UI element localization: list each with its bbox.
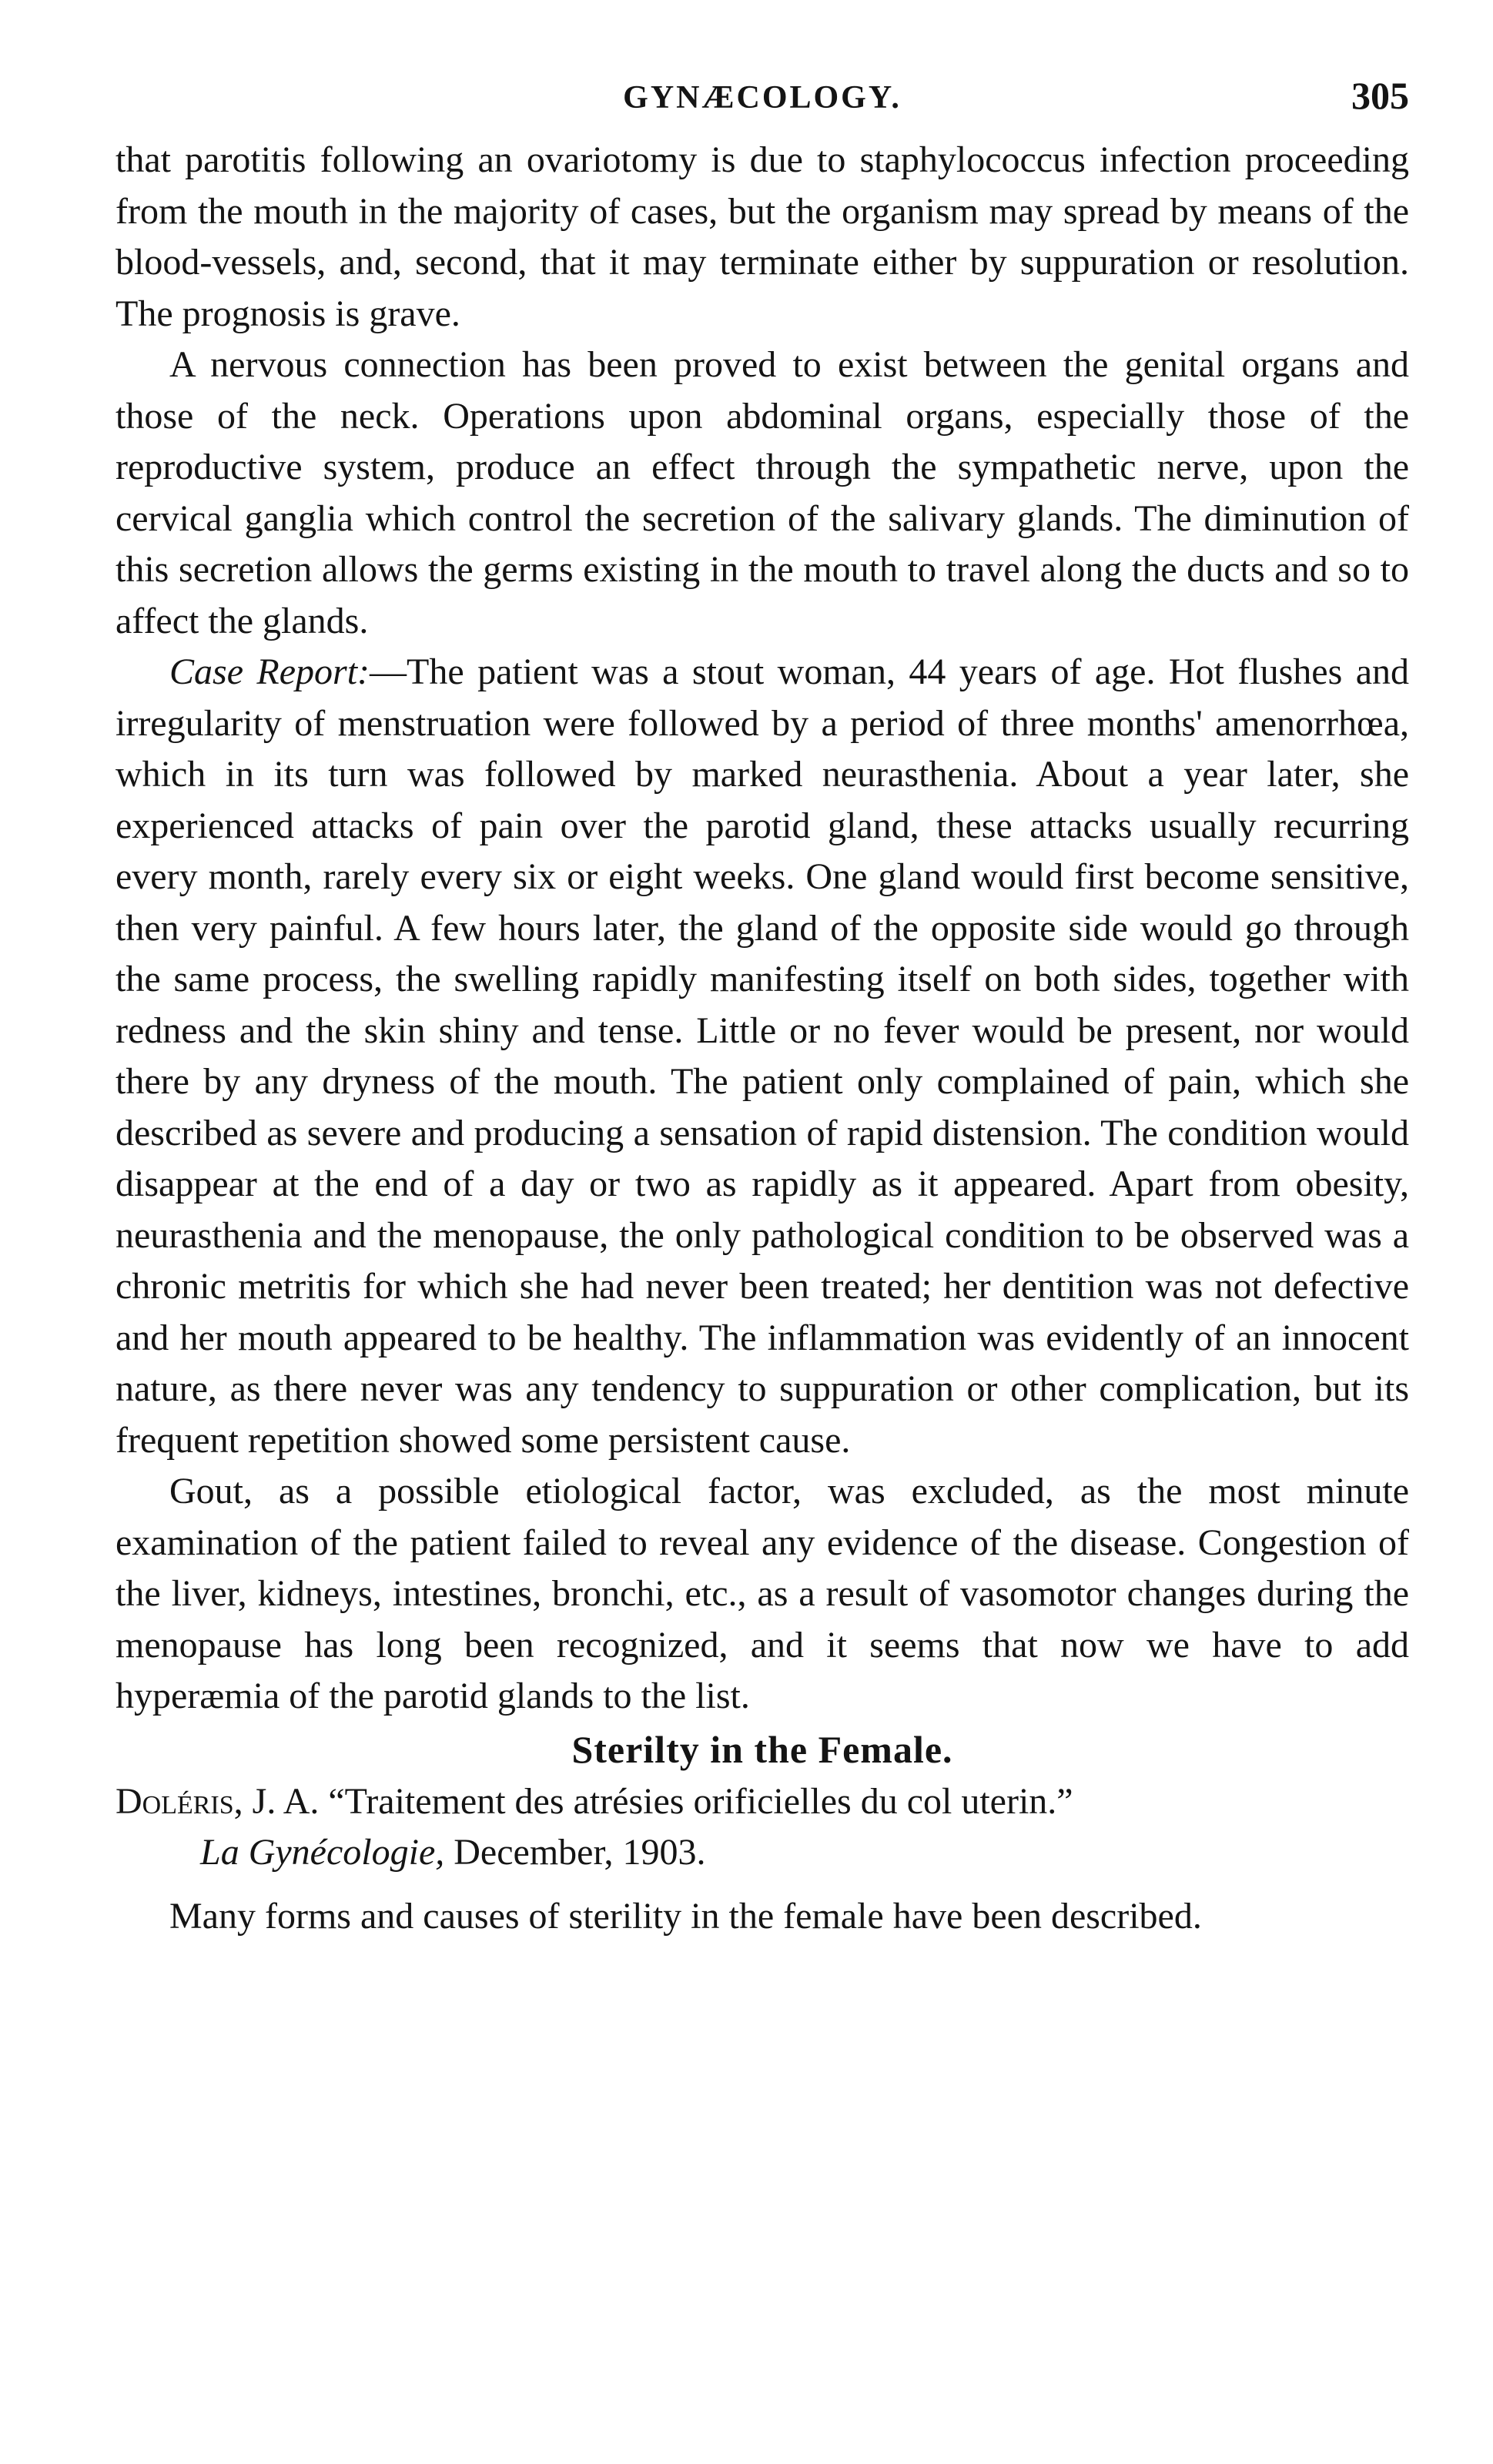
spacer (115, 1879, 1409, 1891)
citation-journal-line (115, 1827, 1409, 1879)
section-heading: Sterilty in the Female. (571, 1727, 953, 1771)
citation (115, 1776, 1409, 1828)
paragraph-sterility: Many forms and causes of sterility in the female have been described. (169, 1895, 1202, 1937)
book-page (115, 73, 1409, 2422)
case-report-label: Case Report: (169, 651, 370, 692)
citation-title: “Traitement des atrésies orificielles du col uterin.” (328, 1780, 1073, 1822)
paragraph-case-report (115, 647, 1409, 1466)
citation-date: December, 1903. (454, 1832, 706, 1873)
case-report-text: —The patient was a stout woman, 44 years of age. Hot flushes and irregularity of menstruation were followed by a period of three months' amenorrhœa, which in its turn was followed by marked neurasthenia. About a year later, she experienced attacks of pain over the parotid gland, these attacks usually recurring every month, rarely every six or eight weeks. One gland would first become sensitive, then very painful. A few hours later, the gland of the opposite side would go through the same process, the swelling rapidly manifesting itself on both sides, together with redness and the skin shiny and tense. Little or no fever would be present, nor would there by any dryness of the mouth. The patient only complained of pain, which she described as severe and producing a sensation of rapid distension. The condition would disappear at the end of a day or two as rapidly as it appeared. Apart from obesity, neurasthenia and the menopause, the only pathological condition to be observed was a chronic metritis for which she had never been treated; her dentition was not defective and her mouth appeared to be healthy. The inflammation was evidently of an innocent nature, as there never was any tendency to suppuration or other complication, but its frequent repetition showed some persistent cause. (115, 651, 1409, 1461)
citation-author: Doléris, J. A. (115, 1780, 320, 1822)
running-title: GYNÆCOLOGY. (623, 80, 902, 116)
page-number: 305 (1351, 74, 1409, 117)
body-text (115, 135, 1409, 1942)
paragraph-gout: Gout, as a possible etiological factor, was excluded, as the most minute examination of the patient failed to reveal any evidence of the disease. Congestion of the liver, kidneys, intestines, bronchi, etc., as a result of vasomotor changes during the menopause has long been recognized, and it seems that now we have to add hyperæmia of the parotid glands to the list. (115, 1471, 1409, 1716)
running-head (115, 73, 1409, 135)
paragraph-nervous-connection: A nervous connection has been proved to exist between the genital organs and those of the neck. Operations upon abdominal organs, especially those of the reproductive system, produce an effect through the sympathetic nerve, upon the cervical ganglia which control the secretion of the salivary glands. The diminution of this secretion allows the germs existing in the mouth to travel along the ducts and so to affect the glands. (115, 344, 1409, 641)
paragraph-parotitis-conclusion: that parotitis following an ovariotomy is due to staphylococcus infection proceeding from the mouth in the majority of cases, but the organism may spread by means of the blood-vessels, and, second, that it may terminate either by suppuration or resolution. The prognosis is grave. (115, 139, 1409, 334)
citation-journal: La Gynécologie, (200, 1832, 445, 1873)
